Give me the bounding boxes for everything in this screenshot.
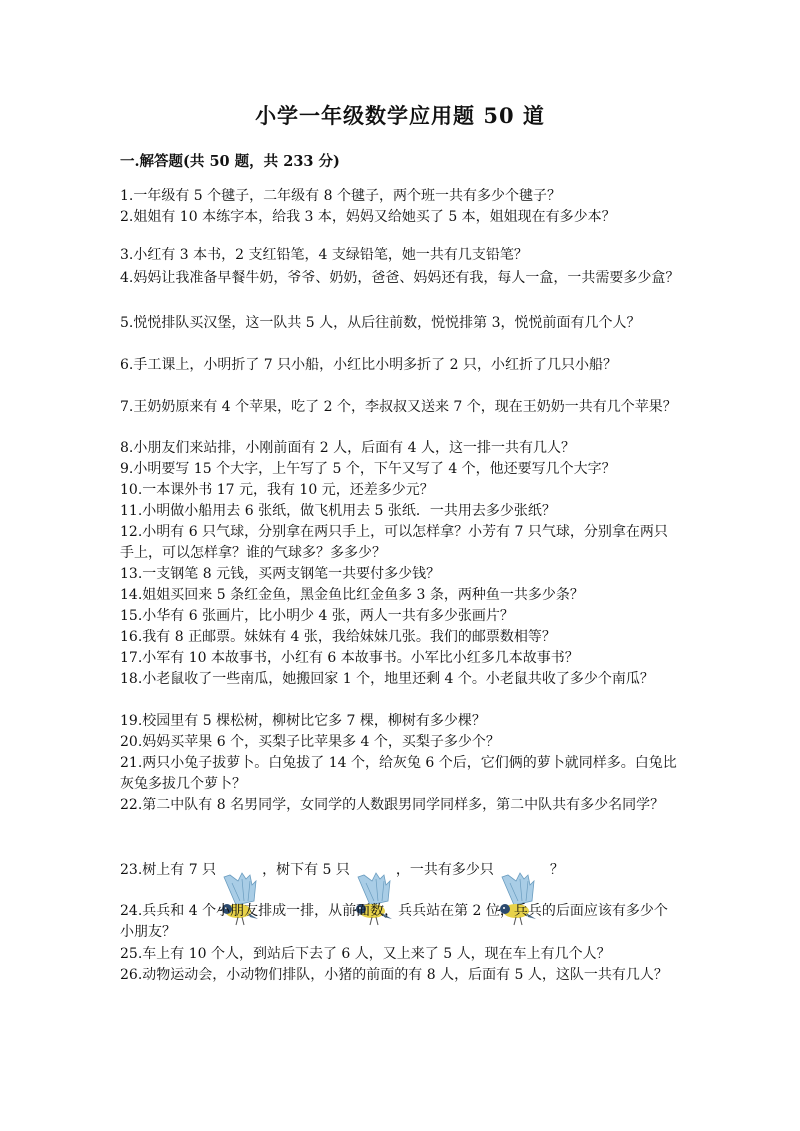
question-11: 11.小明做小船用去 6 张纸，做飞机用去 5 张纸．一共用去多少张纸？ <box>120 503 556 519</box>
question-24: 24.兵兵和 4 个小朋友排成一排，从前面数，兵兵站在第 2 位，兵兵的后面应该有多少个小朋友？ <box>120 903 668 940</box>
section-heading: 一.解答题(共 50 题，共 233 分) <box>120 153 340 170</box>
question-23-part3: ，一共有多少只 <box>395 862 494 878</box>
question-6: 6.手工课上，小明折了 7 只小船，小红比小明多折了 2 只，小红折了几只小船？ <box>120 357 617 373</box>
question-2: 2.姐姐有 10 本练字本，给我 3 本，妈妈又给她买了 5 本，姐姐现在有多少本？ <box>120 209 616 225</box>
question-22: 22.第二中队有 8 名男同学，女同学的人数跟男同学同样多，第二中队共有多少名同学？ <box>120 797 665 813</box>
question-14: 14.姐姐买回来 5 条红金鱼，黑金鱼比红金鱼多 3 条，两种鱼一共多少条？ <box>120 587 584 603</box>
question-5: 5.悦悦排队买汉堡，这一队共 5 人，从后往前数，悦悦排第 3，悦悦前面有几个人？ <box>120 315 641 331</box>
question-7: 7.王奶奶原来有 4 个苹果，吃了 2 个，李叔叔又送来 7 个，现在王奶奶一共有几个苹果？ <box>120 399 677 415</box>
question-8: 8.小朋友们来站排，小刚前面有 2 人，后面有 4 人，这一排一共有几人？ <box>120 440 575 456</box>
question-19: 19.校园里有 5 棵松树，柳树比它多 7 棵，柳树有多少棵？ <box>120 713 486 729</box>
question-10: 10.一本课外书 17 元，我有 10 元，还差多少元？ <box>120 482 434 498</box>
question-3: 3.小红有 3 本书，2 支红铅笔，4 支绿铅笔，她一共有几支铅笔？ <box>120 247 528 263</box>
question-23-part4: ？ <box>549 862 564 878</box>
question-13: 13.一支钢笔 8 元钱，买两支钢笔一共要付多少钱？ <box>120 566 441 582</box>
bird-icon <box>350 839 396 899</box>
question-26: 26.动物运动会，小动物们排队，小猪的前面的有 8 人，后面有 5 人，这队一共有几人？ <box>120 967 668 983</box>
question-23 <box>120 834 680 904</box>
question-23-part2: ，树下有 5 只 <box>262 862 350 878</box>
question-12: 12.小明有 6 只气球，分别拿在两只手上，可以怎样拿？小芳有 7 只气球，分别拿在两只手上，可以怎样拿？谁的气球多？多多少？ <box>120 524 668 561</box>
question-1: 1.一年级有 5 个毽子，二年级有 8 个毽子，两个班一共有多少个毽子？ <box>120 188 561 204</box>
page-title: 小学一年级数学应用题 50 道 <box>255 103 545 128</box>
question-4: 4.妈妈让我准备早餐牛奶，爷爷、奶奶，爸爸、妈妈还有我，每人一盒，一共需要多少盒？ <box>120 270 680 286</box>
bird-icon <box>494 839 540 899</box>
question-9: 9.小明要写 15 个大字，上午写了 5 个，下午又写了 4 个，他还要写几个大字？ <box>120 461 616 477</box>
question-20: 20.妈妈买苹果 6 个，买梨子比苹果多 4 个，买梨子多少个？ <box>120 734 500 750</box>
question-18: 18.小老鼠收了一些南瓜，她搬回家 1 个，地里还剩 4 个。小老鼠共收了多少个南瓜？ <box>120 671 654 687</box>
question-16: 16.我有 8 正邮票。妹妹有 4 张，我给妹妹几张。我们的邮票数相等？ <box>120 629 556 645</box>
question-25: 25.车上有 10 个人，到站后下去了 6 人，又上来了 5 人，现在车上有几个人？ <box>120 946 611 962</box>
question-17: 17.小军有 10 本故事书，小红有 6 本故事书。小军比小红多几本故事书？ <box>120 650 579 666</box>
question-15: 15.小华有 6 张画片，比小明少 4 张，两人一共有多少张画片？ <box>120 608 514 624</box>
question-21: 21.两只小兔子拔萝卜。白兔拔了 14 个，给灰兔 6 个后，它们俩的萝卜就同样多。白兔比灰兔多拔几个萝卜？ <box>120 755 677 792</box>
question-23-part1: 23.树上有 7 只 <box>120 862 217 878</box>
bird-icon <box>216 839 262 899</box>
